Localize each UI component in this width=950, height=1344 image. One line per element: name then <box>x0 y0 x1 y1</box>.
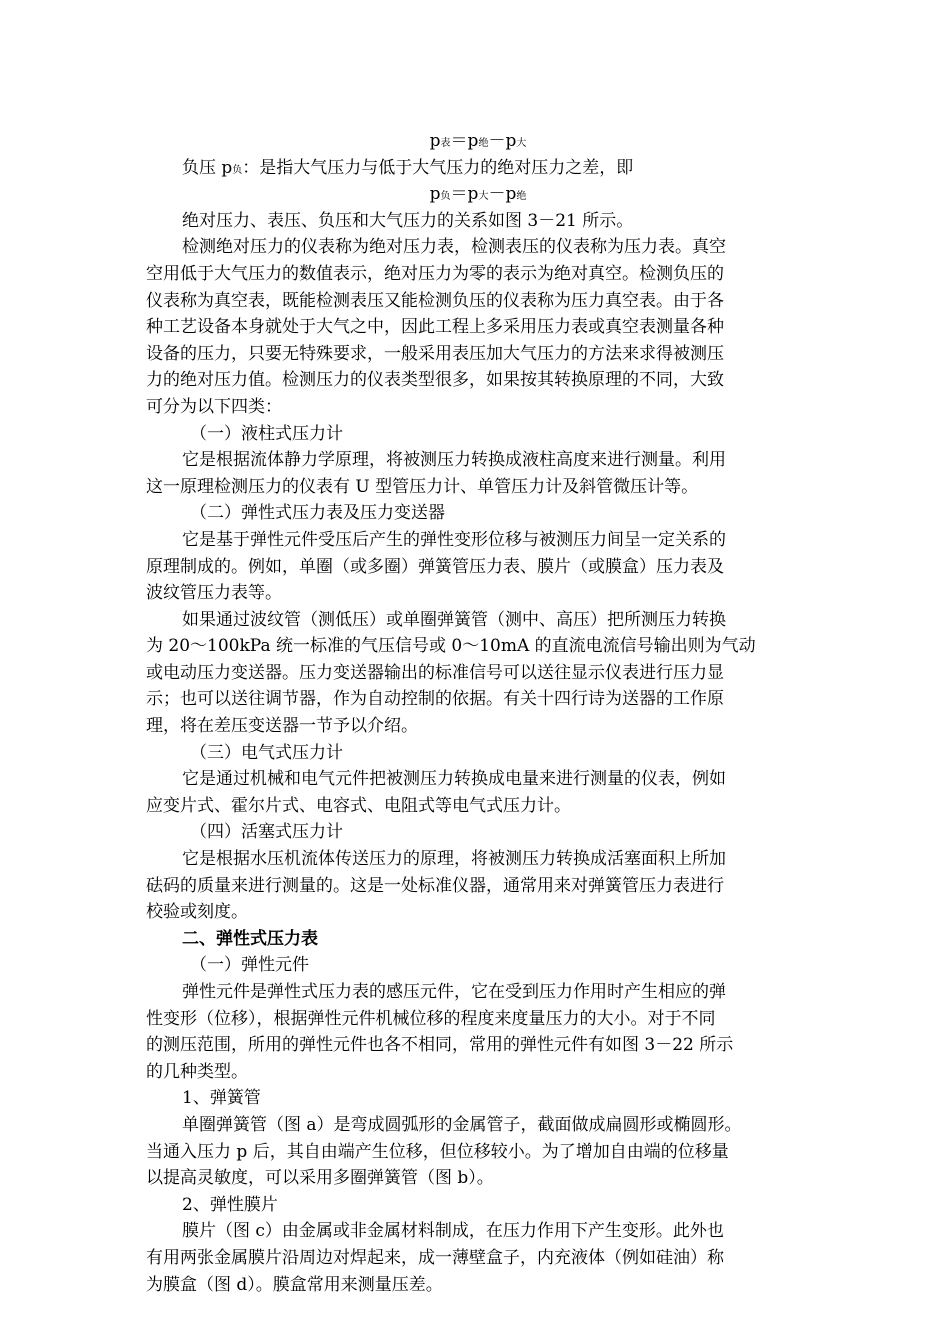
paragraph-line: 膜片（图 c）由金属或非金属材料制成，在压力作用下产生变形。此外也 <box>182 1221 724 1242</box>
paragraph-line: 示；也可以送往调节器，作为自动控制的依据。有关十四行诗为送器的工作原 <box>146 689 724 710</box>
formula-operator: ＝ <box>450 184 468 205</box>
paragraph-line: 波纹管压力表等。 <box>146 583 282 604</box>
paragraph-line: 有用两张金属膜片沿周边对焊起来，成一薄壁盒子，内充液体（例如硅油）称 <box>146 1247 724 1268</box>
paragraph-line: 或电动压力变送器。压力变送器输出的标准信号可以送往显示仪表进行压力显 <box>146 662 724 683</box>
formula-subscript: 绝 <box>516 191 527 203</box>
paragraph-line: 原理制成的。例如，单圈（或多圈）弹簧管压力表、膜片（或膜盒）压力表及 <box>146 556 724 577</box>
paragraph-line: 它是基于弹性元件受压后产生的弹性变形位移与被测压力间呈一定关系的 <box>182 529 726 550</box>
paragraph-line: 仪表称为真空表，既能检测表压又能检测负压的仪表称为压力真空表。由于各 <box>146 290 724 311</box>
paragraph-line: 可分为以下四类： <box>146 396 282 417</box>
formula-subscript: 负 <box>440 191 451 203</box>
paragraph-line: 当通入压力 p 后，其自由端产生位移，但位移较小。为了增加自由端的位移量 <box>146 1141 729 1162</box>
paragraph-line: 的几种类型。 <box>146 1061 248 1082</box>
formula-subscript: 大 <box>478 191 489 203</box>
section-heading: （三）电气式压力计 <box>190 742 343 763</box>
paragraph-line: 的测压范围，所用的弹性元件也各不相同，常用的弹性元件有如图 3－22 所示 <box>146 1035 734 1056</box>
definition-prefix: 负压 p <box>182 157 233 178</box>
formula-operator: － <box>488 131 506 151</box>
paragraph-line: 绝对压力、表压、负压和大气压力的关系如图 3－21 所示。 <box>182 210 634 231</box>
formula-symbol: p <box>467 184 479 205</box>
section-heading: （四）活塞式压力计 <box>190 822 343 843</box>
section-heading: （一）液柱式压力计 <box>190 423 343 444</box>
formula-subscript: 表 <box>440 138 451 149</box>
paragraph-line: 应变片式、霍尔片式、电容式、电阻式等电气式压力计。 <box>146 795 571 816</box>
paragraph-line: 为 20～100kPa 统一标准的气压信号或 0～10mA 的直流电流信号输出则为气动 <box>146 636 756 657</box>
subsection-heading: 1、弹簧管 <box>182 1088 261 1109</box>
formula-symbol: p <box>429 184 441 205</box>
section-heading: （一）弹性元件 <box>190 955 309 976</box>
formula-negative-pressure <box>146 181 810 208</box>
formula-symbol: p <box>505 131 517 151</box>
document-body <box>146 128 810 1298</box>
paragraph-line: 为膜盒（图 d）。膜盒常用来测量压差。 <box>146 1274 443 1295</box>
paragraph-line: 砝码的质量来进行测量的。这是一处标准仪器，通常用来对弹簧管压力表进行 <box>146 875 724 896</box>
formula-operator: ＝ <box>450 131 468 151</box>
paragraph-line: 设备的压力，只要无特殊要求，一般采用表压加大气压力的方法来求得被测压 <box>146 343 724 364</box>
paragraph-line: 理，将在差压变送器一节予以介绍。 <box>146 716 418 737</box>
paragraph-line: 如果通过波纹管（测低压）或单圈弹簧管（测中、高压）把所测压力转换 <box>182 609 726 630</box>
section-heading: （二）弹性式压力表及压力变送器 <box>190 503 445 524</box>
formula-subscript: 大 <box>516 138 527 149</box>
paragraph-line: 空用低于大气压力的数值表示，绝对压力为零的表示为绝对真空。检测负压的 <box>146 263 724 284</box>
paragraph-line: 力的绝对压力值。检测压力的仪表类型很多，如果按其转换原理的不同，大致 <box>146 370 724 391</box>
paragraph-line: 种工艺设备本身就处于大气之中，因此工程上多采用压力表或真空表测量各种 <box>146 317 724 338</box>
subsection-heading: 2、弹性膜片 <box>182 1194 278 1215</box>
paragraph-line: 单圈弹簧管（图 a）是弯成圆弧形的金属管子，截面做成扁圆形或椭圆形。 <box>182 1114 742 1135</box>
formula-gauge-pressure <box>146 128 810 155</box>
paragraph-line: 它是根据流体静力学原理，将被测压力转换成液柱高度来进行测量。利用 <box>182 450 726 471</box>
chapter-heading: 二、弹性式压力表 <box>182 928 318 949</box>
formula-operator: － <box>488 184 506 205</box>
paragraph-line: 弹性元件是弹性式压力表的感压元件，它在受到压力作用时产生相应的弹 <box>182 982 726 1002</box>
definition-subscript: 负 <box>232 164 243 176</box>
definition-text: ：是指大气压力与低于大气压力的绝对压力之差，即 <box>242 157 634 178</box>
paragraph-line: 检测绝对压力的仪表称为绝对压力表，检测表压的仪表称为压力表。真空 <box>182 237 726 258</box>
paragraph-line: 以提高灵敏度，可以采用多圈弹簧管（图 b）。 <box>146 1168 494 1189</box>
formula-symbol: p <box>429 131 441 151</box>
negative-pressure-definition <box>146 155 810 182</box>
paragraph-line: 性变形（位移），根据弹性元件机械位移的程度来度量压力的大小。对于不同 <box>146 1008 716 1029</box>
paragraph-line: 它是根据水压机流体传送压力的原理，将被测压力转换成活塞面积上所加 <box>182 849 726 870</box>
paragraph-line: 校验或刻度。 <box>146 902 248 923</box>
formula-symbol: p <box>505 184 517 205</box>
formula-symbol: p <box>467 131 479 151</box>
paragraph-line: 它是通过机械和电气元件把被测压力转换成电量来进行测量的仪表，例如 <box>182 769 726 790</box>
paragraph-line: 这一原理检测压力的仪表有 U 型管压力计、单管压力计及斜管微压计等。 <box>146 476 699 497</box>
formula-subscript: 绝 <box>478 138 489 149</box>
